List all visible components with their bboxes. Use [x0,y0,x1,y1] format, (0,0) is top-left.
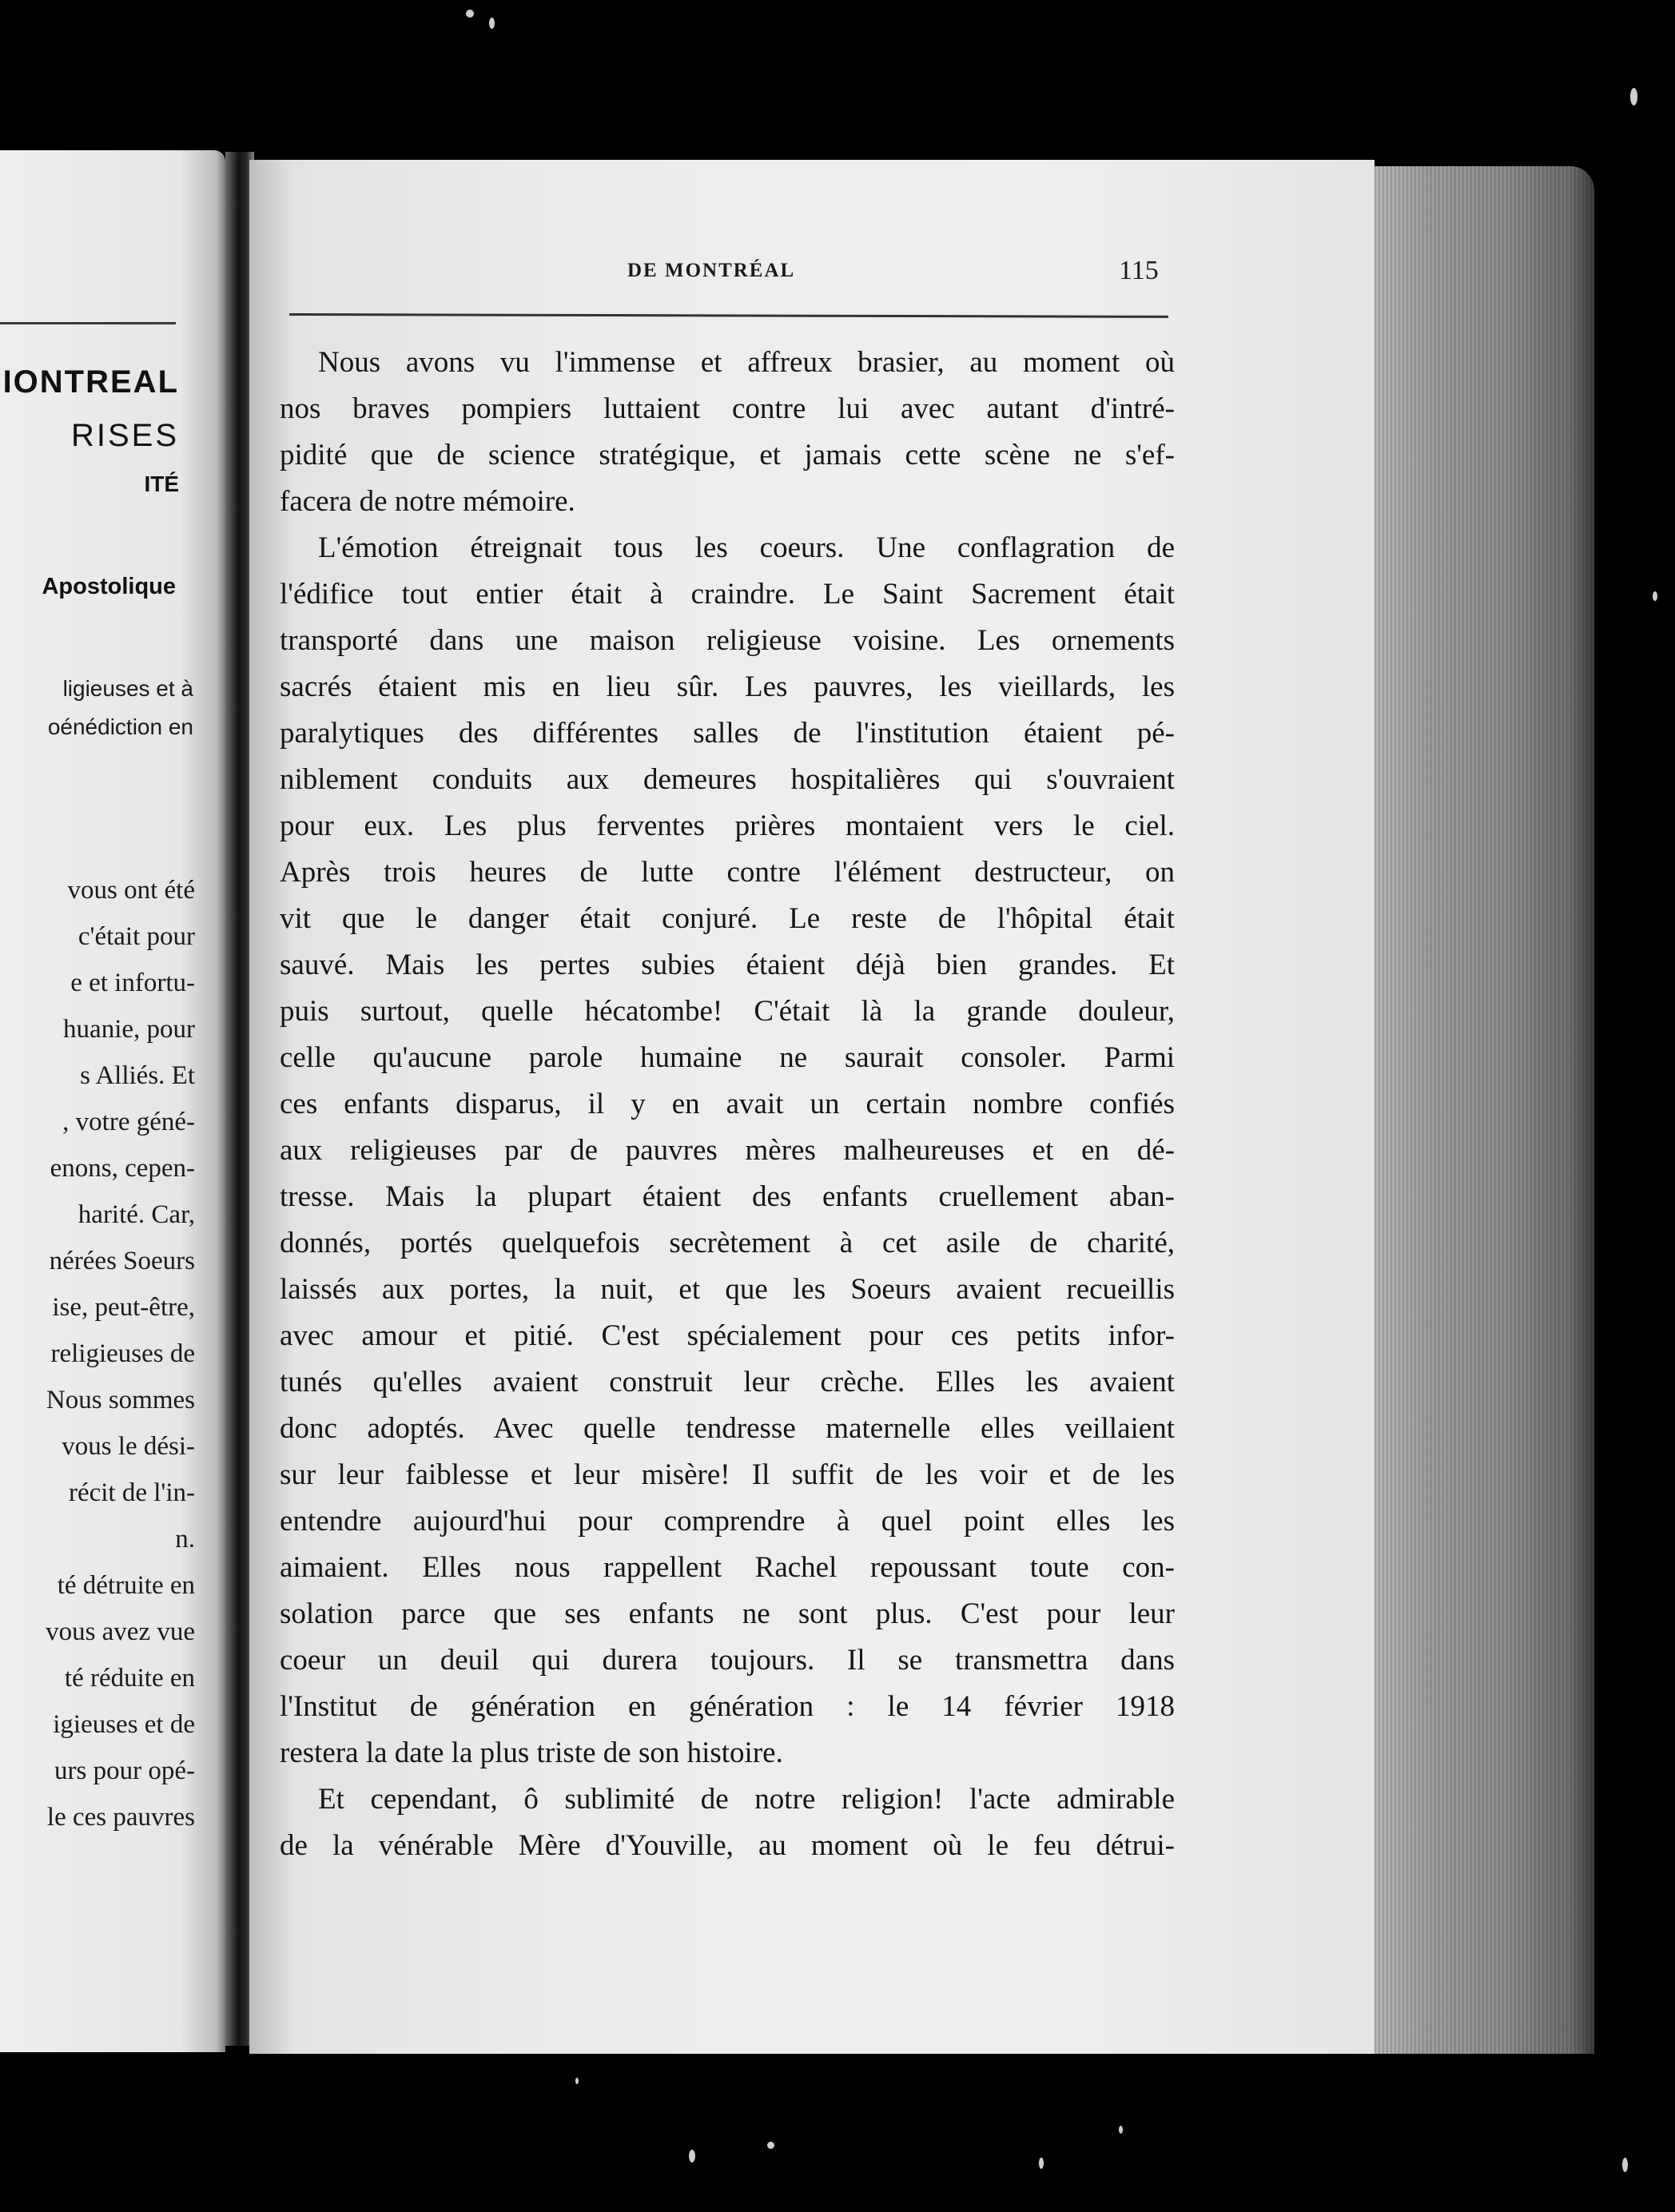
left-line: , votre géné- [62,1108,195,1136]
text-line: aux religieuses par de pauvres mères malheureuses et en dé- [280,1134,1175,1167]
text-line: restera la date la plus triste de son histoire. [280,1737,783,1769]
left-line: le ces pauvres [46,1803,195,1832]
text-line: nos braves pompiers luttaient contre lui avec autant d'intré- [280,392,1175,425]
left-line: té réduite en [64,1664,195,1693]
left-line: ligieuses et à [62,676,193,701]
dust-speck [1622,2158,1628,2172]
left-heading-2: RISES [70,418,179,453]
text-line: donnés, portés quelquefois secrètement à cet asile de charité, [280,1227,1175,1259]
dust-speck [1039,2158,1044,2169]
dust-speck [466,10,474,18]
left-line: harité. Car, [78,1200,195,1229]
left-line: vous le dési- [62,1432,195,1461]
left-line: c'était pour [78,922,195,951]
text-line: tresse. Mais la plupart étaient des enfants cruellement aban- [280,1180,1175,1213]
text-line: Et cependant, ô sublimité de notre religion! l'acte admirable [318,1783,1175,1816]
dust-speck [689,2150,695,2162]
left-line: huanie, pour [63,1015,195,1044]
dust-speck [767,2142,774,2149]
left-line: Nous sommes [46,1386,195,1414]
running-head: DE MONTRÉAL [627,260,796,281]
left-line: igieuses et de [53,1710,195,1739]
text-line: sauvé. Mais les pertes subies étaient déjà bien grandes. Et [280,949,1175,981]
text-line: pour eux. Les plus ferventes prières montaient vers le ciel. [280,810,1175,842]
text-line: aimaient. Elles nous rappellent Rachel repoussant toute con- [280,1551,1175,1584]
text-line: coeur un deuil qui durera toujours. Il se transmettra dans [280,1644,1175,1677]
text-line: entendre aujourd'hui pour comprendre à quel point elles les [280,1505,1175,1538]
text-line: puis surtout, quelle hécatombe! C'était là la grande douleur, [280,995,1175,1028]
left-line: nérées Soeurs [49,1247,195,1275]
text-line: L'émotion étreignait tous les coeurs. Une conflagration de [318,531,1175,564]
text-line: sur leur faiblesse et leur misère! Il suffit de les voir et de les [280,1458,1175,1491]
left-line: vous avez vue [46,1617,195,1646]
text-line: Après trois heures de lutte contre l'élément destructeur, on [280,856,1175,889]
dust-speck [489,18,495,29]
text-line: l'édifice tout entier était à craindre. Le Saint Sacrement était [280,578,1175,611]
dust-speck [1119,2126,1123,2134]
text-line: ces enfants disparus, il y en avait un certain nombre confiés [280,1088,1175,1120]
text-line: tunés qu'elles avaient construit leur crèche. Elles les avaient [280,1366,1175,1398]
left-page-rule [0,322,176,324]
text-line: celle qu'aucune parole humaine ne saurait consoler. Parmi [280,1041,1175,1074]
text-line: donc adoptés. Avec quelle tendresse maternelle elles veillaient [280,1412,1175,1445]
text-line: solation parce que ses enfants ne sont plus. C'est pour leur [280,1597,1175,1630]
text-line: l'Institut de génération en génération : le 14 février 1918 [280,1690,1175,1723]
text-line: laissés aux portes, la nuit, et que les Soeurs avaient recueillis [280,1273,1175,1306]
text-line: paralytiques des différentes salles de l'institution étaient pé- [280,717,1175,750]
left-line: té détruite en [57,1571,195,1600]
page-number: 115 [1119,256,1159,285]
left-line: enons, cepen- [50,1154,195,1183]
left-line: s Alliés. Et [80,1061,195,1090]
text-line: sacrés étaient mis en lieu sûr. Les pauvres, les vieillards, les [280,670,1175,703]
text-line: niblement conduits aux demeures hospitalières qui s'ouvraient [280,763,1175,796]
left-subheading: Apostolique [42,574,176,599]
left-line: religieuses de [50,1339,195,1368]
left-line: ise, peut-être, [52,1293,195,1322]
text-line: facera de notre mémoire. [280,485,575,518]
dust-speck [1630,88,1637,105]
left-line: e et infortu- [70,969,195,997]
text-line: transporté dans une maison religieuse voisine. Les ornements [280,624,1175,657]
text-line: Nous avons vu l'immense et affreux brasier, au moment où [318,346,1175,379]
left-heading-3: ITÉ [144,471,179,496]
page-edges [1371,166,1594,2054]
body-text [280,344,1175,1910]
dust-speck [575,2078,579,2084]
left-line: récit de l'in- [68,1478,195,1507]
left-page [0,150,225,2052]
left-heading-1: IONTREAL [2,364,179,400]
text-line: de la vénérable Mère d'Youville, au moment où le feu détrui- [280,1829,1175,1862]
text-line: vit que le danger était conjuré. Le reste de l'hôpital était [280,902,1175,935]
text-line: avec amour et pitié. C'est spécialement pour ces petits infor- [280,1319,1175,1352]
left-line: vous ont été [67,876,195,905]
text-line: pidité que de science stratégique, et jamais cette scène ne s'ef- [280,439,1175,471]
dust-speck [1653,591,1657,601]
left-line: urs pour opé- [54,1756,195,1785]
left-line: oénédiction en [47,714,193,739]
left-line: n. [175,1525,195,1554]
